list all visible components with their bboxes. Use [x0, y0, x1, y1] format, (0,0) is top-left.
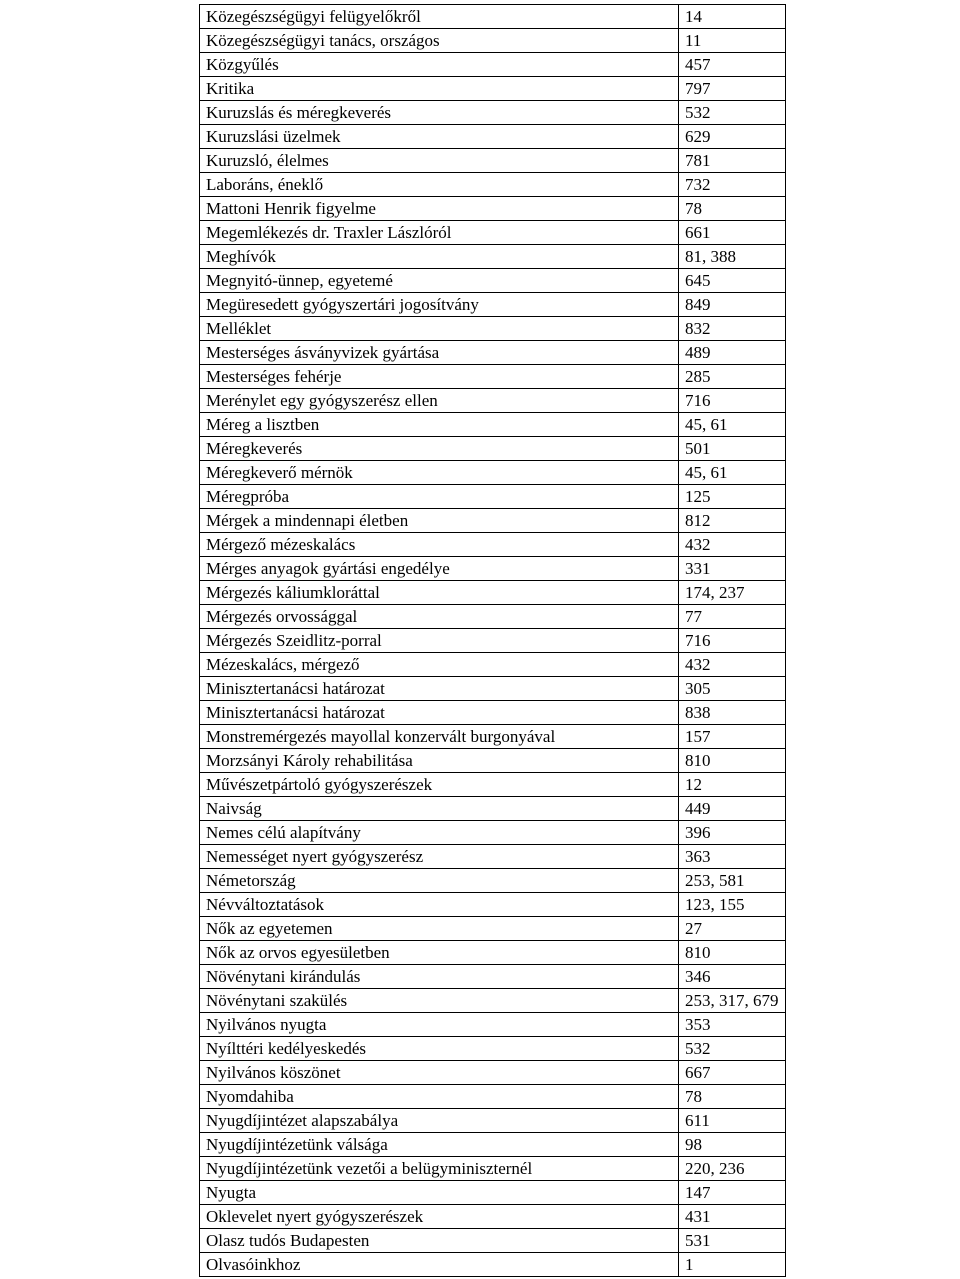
index-term-cell: Nők az egyetemen — [200, 917, 679, 941]
index-pages-cell: 253, 581 — [679, 869, 786, 893]
index-table — [199, 4, 786, 1277]
table-row — [200, 197, 786, 221]
table-row — [200, 605, 786, 629]
index-term-cell: Monstremérgezés mayollal konzervált burgonyával — [200, 725, 679, 749]
index-pages-cell: 716 — [679, 389, 786, 413]
index-term-cell: Olasz tudós Budapesten — [200, 1229, 679, 1253]
table-row — [200, 1109, 786, 1133]
index-pages-cell: 396 — [679, 821, 786, 845]
index-term-cell: Növénytani szakülés — [200, 989, 679, 1013]
index-term-cell: Közegészségügyi felügyelőkről — [200, 5, 679, 29]
table-row — [200, 389, 786, 413]
table-row — [200, 701, 786, 725]
index-pages-cell: 732 — [679, 173, 786, 197]
table-row — [200, 557, 786, 581]
index-term-cell: Németország — [200, 869, 679, 893]
index-term-cell: Mérgezés Szeidlitz-porral — [200, 629, 679, 653]
index-pages-cell: 45, 61 — [679, 413, 786, 437]
table-row — [200, 221, 786, 245]
table-row — [200, 461, 786, 485]
index-term-cell: Mesterséges ásványvizek gyártása — [200, 341, 679, 365]
index-pages-cell: 667 — [679, 1061, 786, 1085]
index-term-cell: Nyilvános köszönet — [200, 1061, 679, 1085]
index-term-cell: Művészetpártoló gyógyszerészek — [200, 773, 679, 797]
index-term-cell: Megemlékezés dr. Traxler Lászlóról — [200, 221, 679, 245]
index-pages-cell: 123, 155 — [679, 893, 786, 917]
index-pages-cell: 432 — [679, 533, 786, 557]
index-pages-cell: 716 — [679, 629, 786, 653]
index-term-cell: Kuruzsló, élelmes — [200, 149, 679, 173]
index-table-body — [200, 5, 786, 1277]
index-term-cell: Méregpróba — [200, 485, 679, 509]
table-row — [200, 989, 786, 1013]
index-term-cell: Kuruzslási üzelmek — [200, 125, 679, 149]
table-row — [200, 965, 786, 989]
table-row — [200, 125, 786, 149]
index-term-cell: Mérges anyagok gyártási engedélye — [200, 557, 679, 581]
table-row — [200, 1253, 786, 1277]
table-row — [200, 1085, 786, 1109]
index-pages-cell: 363 — [679, 845, 786, 869]
table-row — [200, 1157, 786, 1181]
index-term-cell: Minisztertanácsi határozat — [200, 677, 679, 701]
table-row — [200, 917, 786, 941]
index-term-cell: Mesterséges fehérje — [200, 365, 679, 389]
index-pages-cell: 77 — [679, 605, 786, 629]
table-row — [200, 1229, 786, 1253]
index-pages-cell: 489 — [679, 341, 786, 365]
index-term-cell: Meghívók — [200, 245, 679, 269]
index-pages-cell: 797 — [679, 77, 786, 101]
index-pages-cell: 629 — [679, 125, 786, 149]
index-pages-cell: 157 — [679, 725, 786, 749]
index-pages-cell: 810 — [679, 749, 786, 773]
index-term-cell: Kritika — [200, 77, 679, 101]
index-term-cell: Nyilvános nyugta — [200, 1013, 679, 1037]
table-row — [200, 245, 786, 269]
index-term-cell: Laboráns, éneklő — [200, 173, 679, 197]
table-row — [200, 317, 786, 341]
index-term-cell: Melléklet — [200, 317, 679, 341]
table-row — [200, 509, 786, 533]
index-pages-cell: 12 — [679, 773, 786, 797]
index-term-cell: Mattoni Henrik figyelme — [200, 197, 679, 221]
table-row — [200, 893, 786, 917]
index-term-cell: Olvasóinkhoz — [200, 1253, 679, 1277]
index-term-cell: Nyílttéri kedélyeskedés — [200, 1037, 679, 1061]
index-term-cell: Méregkeverés — [200, 437, 679, 461]
table-row — [200, 941, 786, 965]
index-term-cell: Növénytani kirándulás — [200, 965, 679, 989]
index-pages-cell: 27 — [679, 917, 786, 941]
index-term-cell: Minisztertanácsi határozat — [200, 701, 679, 725]
index-term-cell: Nemességet nyert gyógyszerész — [200, 845, 679, 869]
index-term-cell: Megüresedett gyógyszertári jogosítvány — [200, 293, 679, 317]
index-pages-cell: 838 — [679, 701, 786, 725]
table-row — [200, 677, 786, 701]
index-term-cell: Nemes célú alapítvány — [200, 821, 679, 845]
table-row — [200, 821, 786, 845]
index-pages-cell: 532 — [679, 1037, 786, 1061]
index-pages-cell: 331 — [679, 557, 786, 581]
table-row — [200, 869, 786, 893]
table-row — [200, 53, 786, 77]
index-pages-cell: 661 — [679, 221, 786, 245]
table-row — [200, 773, 786, 797]
table-row — [200, 413, 786, 437]
index-pages-cell: 457 — [679, 53, 786, 77]
index-pages-cell: 611 — [679, 1109, 786, 1133]
index-term-cell: Névváltoztatások — [200, 893, 679, 917]
index-term-cell: Morzsányi Károly rehabilitása — [200, 749, 679, 773]
table-row — [200, 629, 786, 653]
table-row — [200, 749, 786, 773]
table-row — [200, 1133, 786, 1157]
index-pages-cell: 849 — [679, 293, 786, 317]
table-row — [200, 173, 786, 197]
table-row — [200, 101, 786, 125]
index-term-cell: Mézeskalács, mérgező — [200, 653, 679, 677]
table-row — [200, 797, 786, 821]
index-term-cell: Mérgezés orvossággal — [200, 605, 679, 629]
table-row — [200, 1037, 786, 1061]
table-row — [200, 845, 786, 869]
table-row — [200, 533, 786, 557]
table-row — [200, 149, 786, 173]
index-pages-cell: 532 — [679, 101, 786, 125]
table-row — [200, 437, 786, 461]
index-pages-cell: 645 — [679, 269, 786, 293]
table-row — [200, 653, 786, 677]
index-pages-cell: 501 — [679, 437, 786, 461]
index-term-cell: Nyomdahiba — [200, 1085, 679, 1109]
index-pages-cell: 174, 237 — [679, 581, 786, 605]
table-row — [200, 77, 786, 101]
index-term-cell: Közegészségügyi tanács, országos — [200, 29, 679, 53]
index-pages-cell: 810 — [679, 941, 786, 965]
table-row — [200, 725, 786, 749]
index-pages-cell: 781 — [679, 149, 786, 173]
index-pages-cell: 81, 388 — [679, 245, 786, 269]
index-pages-cell: 220, 236 — [679, 1157, 786, 1181]
index-term-cell: Méreg a lisztben — [200, 413, 679, 437]
index-pages-cell: 431 — [679, 1205, 786, 1229]
index-term-cell: Nyugdíjintézetünk válsága — [200, 1133, 679, 1157]
index-pages-cell: 78 — [679, 197, 786, 221]
table-row — [200, 365, 786, 389]
index-term-cell: Nők az orvos egyesületben — [200, 941, 679, 965]
table-row — [200, 485, 786, 509]
index-term-cell: Kuruzslás és méregkeverés — [200, 101, 679, 125]
table-row — [200, 269, 786, 293]
index-pages-cell: 11 — [679, 29, 786, 53]
index-term-cell: Merénylet egy gyógyszerész ellen — [200, 389, 679, 413]
index-pages-cell: 812 — [679, 509, 786, 533]
index-term-cell: Megnyitó-ünnep, egyetemé — [200, 269, 679, 293]
index-pages-cell: 449 — [679, 797, 786, 821]
index-pages-cell: 305 — [679, 677, 786, 701]
index-pages-cell: 1 — [679, 1253, 786, 1277]
index-pages-cell: 14 — [679, 5, 786, 29]
table-row — [200, 1181, 786, 1205]
index-term-cell: Közgyűlés — [200, 53, 679, 77]
index-term-cell: Mérgezés káliumkloráttal — [200, 581, 679, 605]
table-row — [200, 1205, 786, 1229]
index-pages-cell: 432 — [679, 653, 786, 677]
index-pages-cell: 531 — [679, 1229, 786, 1253]
table-row — [200, 29, 786, 53]
table-row — [200, 1013, 786, 1037]
index-pages-cell: 98 — [679, 1133, 786, 1157]
index-pages-cell: 346 — [679, 965, 786, 989]
index-pages-cell: 78 — [679, 1085, 786, 1109]
index-term-cell: Nyugta — [200, 1181, 679, 1205]
index-pages-cell: 253, 317, 679 — [679, 989, 786, 1013]
index-pages-cell: 832 — [679, 317, 786, 341]
table-row — [200, 1061, 786, 1085]
index-term-cell: Oklevelet nyert gyógyszerészek — [200, 1205, 679, 1229]
table-row — [200, 341, 786, 365]
index-pages-cell: 147 — [679, 1181, 786, 1205]
index-term-cell: Mérgek a mindennapi életben — [200, 509, 679, 533]
index-pages-cell: 45, 61 — [679, 461, 786, 485]
index-term-cell: Méregkeverő mérnök — [200, 461, 679, 485]
index-pages-cell: 285 — [679, 365, 786, 389]
table-row — [200, 5, 786, 29]
index-term-cell: Nyugdíjintézetünk vezetői a belügyminiszternél — [200, 1157, 679, 1181]
index-pages-cell: 353 — [679, 1013, 786, 1037]
index-term-cell: Mérgező mézeskalács — [200, 533, 679, 557]
index-term-cell: Naivság — [200, 797, 679, 821]
table-row — [200, 293, 786, 317]
index-term-cell: Nyugdíjintézet alapszabálya — [200, 1109, 679, 1133]
index-pages-cell: 125 — [679, 485, 786, 509]
table-row — [200, 581, 786, 605]
